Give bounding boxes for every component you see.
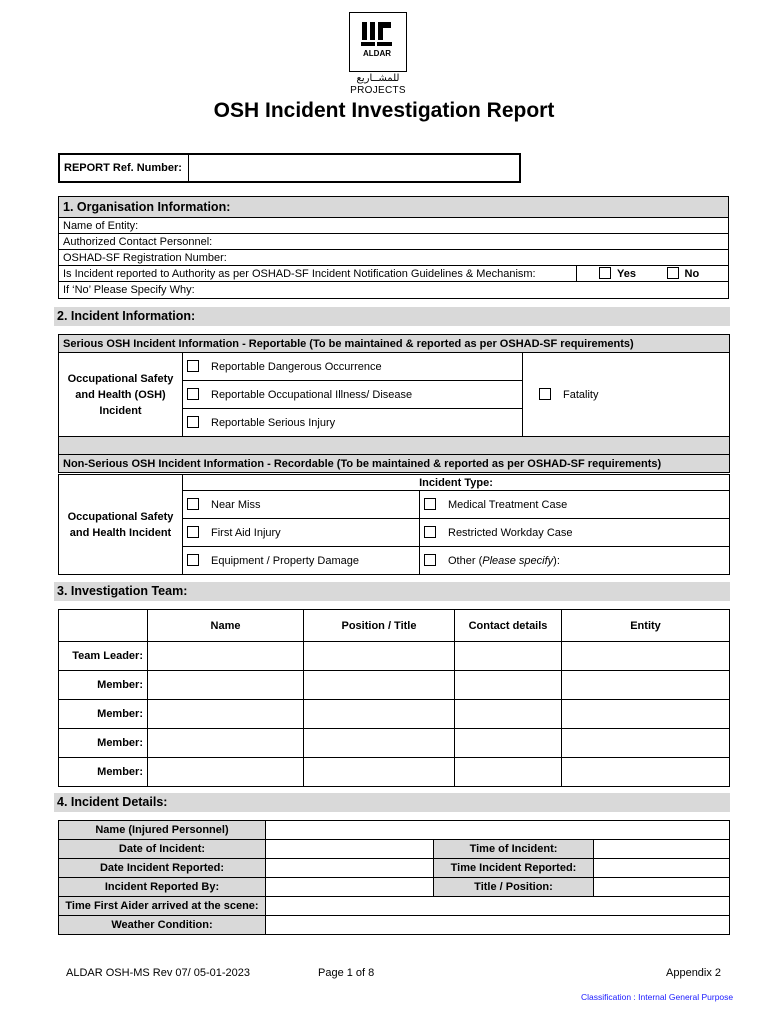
registration-number-field[interactable]: OSHAD-SF Registration Number:: [59, 250, 729, 266]
table-row: [59, 758, 730, 787]
name-of-entity-field[interactable]: Name of Entity:: [59, 218, 729, 234]
reported-by-input[interactable]: [266, 878, 434, 897]
table-cell[interactable]: [455, 729, 562, 758]
time-incident-input[interactable]: [594, 840, 730, 859]
first-aider-label: Time First Aider arrived at the scene:: [59, 897, 266, 916]
section4-heading: 4. Incident Details:: [54, 793, 730, 812]
first-aider-input[interactable]: [266, 897, 730, 916]
time-reported-label: Time Incident Reported:: [434, 859, 594, 878]
weather-input[interactable]: [266, 916, 730, 935]
serious-item[interactable]: Reportable Occupational Illness/ Disease: [183, 381, 523, 409]
table-cell[interactable]: [148, 671, 304, 700]
checkbox[interactable]: [187, 526, 199, 538]
checkbox[interactable]: [187, 554, 199, 566]
table-cell[interactable]: [455, 700, 562, 729]
classification-label: Classification : Internal General Purpose: [581, 992, 734, 1002]
column-header: Position / Title: [304, 610, 455, 642]
footer-appendix: Appendix 2: [666, 967, 722, 979]
other-checkbox[interactable]: [424, 554, 436, 566]
row-label: Team Leader:: [59, 642, 148, 671]
nonserious-incident-table: [58, 474, 730, 575]
time-incident-label: Time of Incident:: [434, 840, 594, 859]
table-cell[interactable]: [304, 671, 455, 700]
table-row: [59, 729, 730, 758]
section3-heading: 3. Investigation Team:: [54, 582, 730, 601]
report-ref-label: REPORT Ref. Number:: [59, 154, 188, 182]
serious-item[interactable]: Reportable Dangerous Occurrence: [183, 353, 523, 381]
nonserious-header: Non-Serious OSH Incident Information - Recordable (To be maintained & reported as per OSHAD-SF requirements): [59, 455, 730, 473]
date-incident-input[interactable]: [266, 840, 434, 859]
table-cell[interactable]: [148, 729, 304, 758]
incident-type-item[interactable]: First Aid Injury: [183, 519, 420, 547]
incident-type-item[interactable]: Equipment / Property Damage: [183, 547, 420, 575]
table-cell[interactable]: [562, 700, 730, 729]
serious-item[interactable]: Reportable Serious Injury: [183, 409, 523, 437]
table-cell[interactable]: [455, 642, 562, 671]
table-cell[interactable]: [148, 642, 304, 671]
serious-incident-table: [58, 334, 730, 473]
title-position-label: Title / Position:: [434, 878, 594, 897]
footer-page-number: Page 1 of 8: [318, 967, 375, 979]
table-cell[interactable]: [148, 758, 304, 787]
osh-incident-label: Occupational Safety and Health (OSH) Incident: [59, 353, 183, 437]
yes-checkbox[interactable]: [599, 267, 611, 279]
title-position-input[interactable]: [594, 878, 730, 897]
fatality-checkbox[interactable]: [539, 388, 551, 400]
fatality-option[interactable]: Fatality: [523, 353, 730, 437]
table-cell[interactable]: [455, 671, 562, 700]
column-header: Contact details: [455, 610, 562, 642]
table-row: [59, 642, 730, 671]
footer-doc-ref: ALDAR OSH-MS Rev 07/ 05-01-2023: [66, 967, 251, 979]
column-header: Name: [148, 610, 304, 642]
reported-question: Is Incident reported to Authority as per OSHAD-SF Incident Notification Guidelines & Mechanism:: [59, 266, 577, 282]
other-option[interactable]: Other (Please specify):: [420, 547, 730, 575]
logo-projects: PROJECTS: [350, 85, 406, 96]
row-label: Member:: [59, 671, 148, 700]
logo-arabic: للمشــاريع: [356, 73, 400, 84]
checkbox[interactable]: [424, 526, 436, 538]
date-reported-input[interactable]: [266, 859, 434, 878]
table-cell[interactable]: [148, 700, 304, 729]
organisation-table: [58, 196, 729, 299]
checkbox[interactable]: [187, 416, 199, 428]
table-cell[interactable]: [304, 758, 455, 787]
table-cell[interactable]: [304, 700, 455, 729]
table-cell[interactable]: [304, 729, 455, 758]
date-reported-label: Date Incident Reported:: [59, 859, 266, 878]
spacer-row: [59, 437, 730, 455]
table-cell[interactable]: [562, 758, 730, 787]
section2-heading: 2. Incident Information:: [54, 307, 730, 326]
table-cell[interactable]: [562, 671, 730, 700]
incident-type-item[interactable]: Restricted Workday Case: [420, 519, 730, 547]
table-row: [59, 671, 730, 700]
incident-type-label: Incident Type:: [183, 475, 730, 491]
table-cell[interactable]: [562, 729, 730, 758]
row-label: Member:: [59, 758, 148, 787]
report-ref-table: [58, 153, 521, 183]
aldar-logo-mark-icon: [358, 20, 396, 58]
reported-by-label: Incident Reported By:: [59, 878, 266, 897]
incident-type-item[interactable]: Near Miss: [183, 491, 420, 519]
incident-type-item[interactable]: Medical Treatment Case: [420, 491, 730, 519]
column-header: Entity: [562, 610, 730, 642]
no-checkbox[interactable]: [667, 267, 679, 279]
incident-details-table: [58, 820, 730, 935]
contact-personnel-field[interactable]: Authorized Contact Personnel:: [59, 234, 729, 250]
table-cell[interactable]: [562, 642, 730, 671]
yes-option[interactable]: Yes: [577, 266, 647, 282]
osh-incident-label2: Occupational Safety and Health Incident: [59, 475, 183, 575]
injured-input[interactable]: [266, 821, 730, 840]
section1-heading: 1. Organisation Information:: [59, 197, 729, 218]
table-cell[interactable]: [455, 758, 562, 787]
checkbox[interactable]: [187, 360, 199, 372]
no-option[interactable]: No: [647, 266, 729, 282]
row-label: Member:: [59, 729, 148, 758]
report-ref-input[interactable]: [188, 154, 520, 182]
column-header: [59, 610, 148, 642]
checkbox[interactable]: [424, 498, 436, 510]
checkbox[interactable]: [187, 388, 199, 400]
table-row: [59, 700, 730, 729]
specify-why-field[interactable]: If ‘No’ Please Specify Why:: [59, 282, 729, 299]
injured-label: Name (Injured Personnel): [59, 821, 266, 840]
investigation-team-table: [58, 609, 730, 787]
row-label: Member:: [59, 700, 148, 729]
table-cell[interactable]: [304, 642, 455, 671]
time-reported-input[interactable]: [594, 859, 730, 878]
logo-brand: ALDAR: [363, 49, 391, 58]
serious-header: Serious OSH Incident Information - Reportable (To be maintained & reported as per OSHAD-SF requirements): [59, 335, 730, 353]
date-incident-label: Date of Incident:: [59, 840, 266, 859]
page-title: OSH Incident Investigation Report: [213, 99, 555, 122]
checkbox[interactable]: [187, 498, 199, 510]
weather-label: Weather Condition:: [59, 916, 266, 935]
